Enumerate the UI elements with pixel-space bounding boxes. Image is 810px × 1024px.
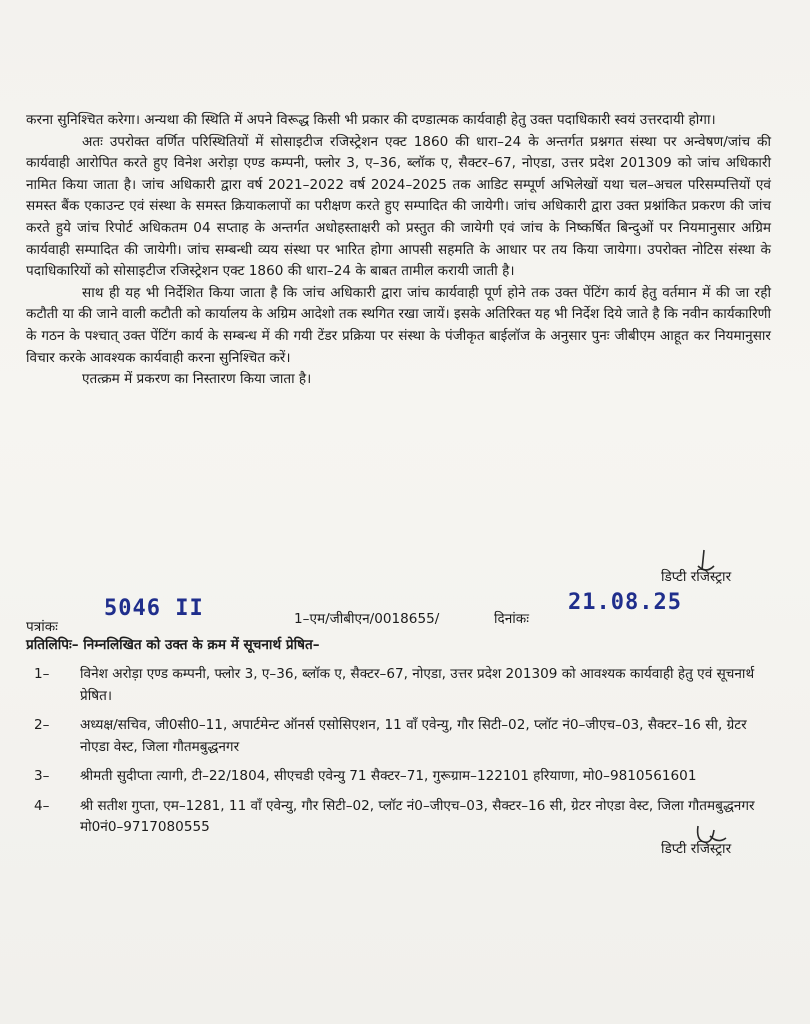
copy-number: 3–	[34, 768, 50, 784]
copy-text: विनेश अरोड़ा एण्ड कम्पनी, फ्लोर 3, ए–36, ब्लॉक ए, सैक्टर–67, नोएडा, उत्तर प्रदेश 201309 को आवश्यक कार्यवाही हेतु एवं सूचनार्थ प्रेषित।	[80, 666, 755, 704]
paragraph-2: अतः उपरोक्त वर्णित परिस्थितियों में सोसाइटीज रजिस्ट्रेशन एक्ट 1860 की धारा–24 के अन्तर्गत प्रश्नगत संस्था पर अन्वेषण/जांच की कार्यवाही आरोपित करते हुए विनेश अरोड़ा एण्ड कम्पनी, फ्लोर 3, ए–36, ब्लॉक ए, सैक्टर–67, नोएडा, उत्तर प्रदेश 201309 को जांच अधिकारी नामित किया जाता है। जांच अधिकारी द्वारा वर्ष 2021–2022 वर्ष 2024–2025 तक आडिट सम्पूर्ण अभिलेखों यथा चल–अचल परिसम्पत्तियों एवं समस्त बैंक एकाउन्ट एवं संस्था के समस्त क्रियाकलापों का परीक्षण करते हुए सम्पादित की जायेगी। जांच अधिकारी द्वारा उक्त प्रश्नांकित प्रकरण की जांच करते हुये जांच रिपोर्ट अधिकतम 04 सप्ताह के अन्तर्गत अधोहस्ताक्षरी को प्रस्तुत की जायेगी एवं जांच के निष्कर्षित बिन्दुओं पर नियमानुसार अग्रिम कार्यवाही सम्पादित की जायेगी। जांच सम्बन्धी व्यय संस्था पर भारित होगा आपसी सहमति के आधार पर तय किया जायेगा। उपरोक्त नोटिस संस्था के पदाधिकारियों को सोसाइटीज रजिस्ट्रेशन एक्ट 1860 की धारा–24 के बाबत तामील करायी जाती है।	[26, 133, 771, 280]
file-number: 1–एम/जीबीएन/0018655/	[294, 611, 440, 627]
copy-text: श्री सतीश गुप्ता, एम–1281, 11 वाँ एवेन्यु, गौर सिटी–02, प्लॉट नं0–जीएच–03, सैक्टर–16 सी, ग्रेटर नोएडा वेस्ट, जिला गौतमबुद्धनगर मो0नं0–9717080555	[80, 797, 755, 835]
order-body	[26, 110, 771, 391]
dinank-label: दिनांकः	[494, 611, 529, 627]
signature-title-1: डिप्टी रजिस्ट्रार	[661, 569, 732, 585]
copy-number: 1–	[34, 666, 50, 682]
copy-text: श्रीमती सुदीप्ता त्यागी, टी–22/1804, सीएचडी एवेन्यु 71 सैक्टर–71, गुरूग्राम–122101 हरियाणा, मो0–9810561601	[80, 768, 697, 784]
patrank-label: पत्रांकः	[26, 619, 58, 635]
list-item	[26, 766, 776, 788]
date-handwritten: 21.08.25	[568, 590, 682, 615]
list-item	[26, 664, 776, 707]
reference-line	[26, 590, 776, 635]
copy-list	[26, 664, 776, 839]
copy-heading: प्रतिलिपिः– निम्नलिखित को उक्त के क्रम में सूचनार्थ प्रेषित–	[26, 637, 320, 653]
copy-number: 4–	[34, 797, 50, 814]
paragraph-1: करना सुनिश्चित करेगा। अन्यथा की स्थिति में अपने विरूद्ध किसी भी प्रकार की दण्डात्मक कार्यवाही हेतु उक्त पदाधिकारी स्वयं उत्तरदायी होगा।	[26, 112, 716, 128]
list-item	[26, 715, 776, 758]
paragraph-3: साथ ही यह भी निर्देशित किया जाता है कि जांच अधिकारी द्वारा जांच कार्यवाही पूर्ण होने तक उक्त पेंटिंग कार्य हेतु वर्तमान में की जा रही कटौती या की जाने वाली कटौती को कार्यालय के अग्रिम आदेशो तक स्थगित रखा जायें। इसके अतिरिक्त यह भी निर्देश दिये जाते है कि नवीन कार्यकारिणी के गठन के पश्चात् उक्त पेंटिंग कार्य के सम्बन्ध में की गयी टेंडर प्रक्रिया पर संस्था के पंजीकृत बाईलॉज के अनुसार पुनः जीबीएम आहूत कर नियमानुसार विचार करके आवश्यक कार्यवाही करना सुनिश्चित करें।	[26, 284, 771, 366]
copy-number: 2–	[34, 717, 50, 733]
paragraph-4: एतत्क्रम में प्रकरण का निस्तारण किया जाता है।	[82, 371, 312, 388]
signature-title-2: डिप्टी रजिस्ट्रार	[661, 841, 732, 857]
copy-text: अध्यक्ष/सचिव, जी0सी0–11, अपार्टमेन्ट ऑनर्स एसोसिएशन, 11 वाँ एवेन्यु, गौर सिटी–02, प्लॉट नं0–जीएच–03, सैक्टर–16 सी, ग्रेटर नोएडा वेस्ट, जिला गौतमबुद्धनगर	[80, 717, 747, 755]
list-item	[26, 796, 776, 839]
patrank-handwritten: 5046 II	[104, 596, 204, 621]
